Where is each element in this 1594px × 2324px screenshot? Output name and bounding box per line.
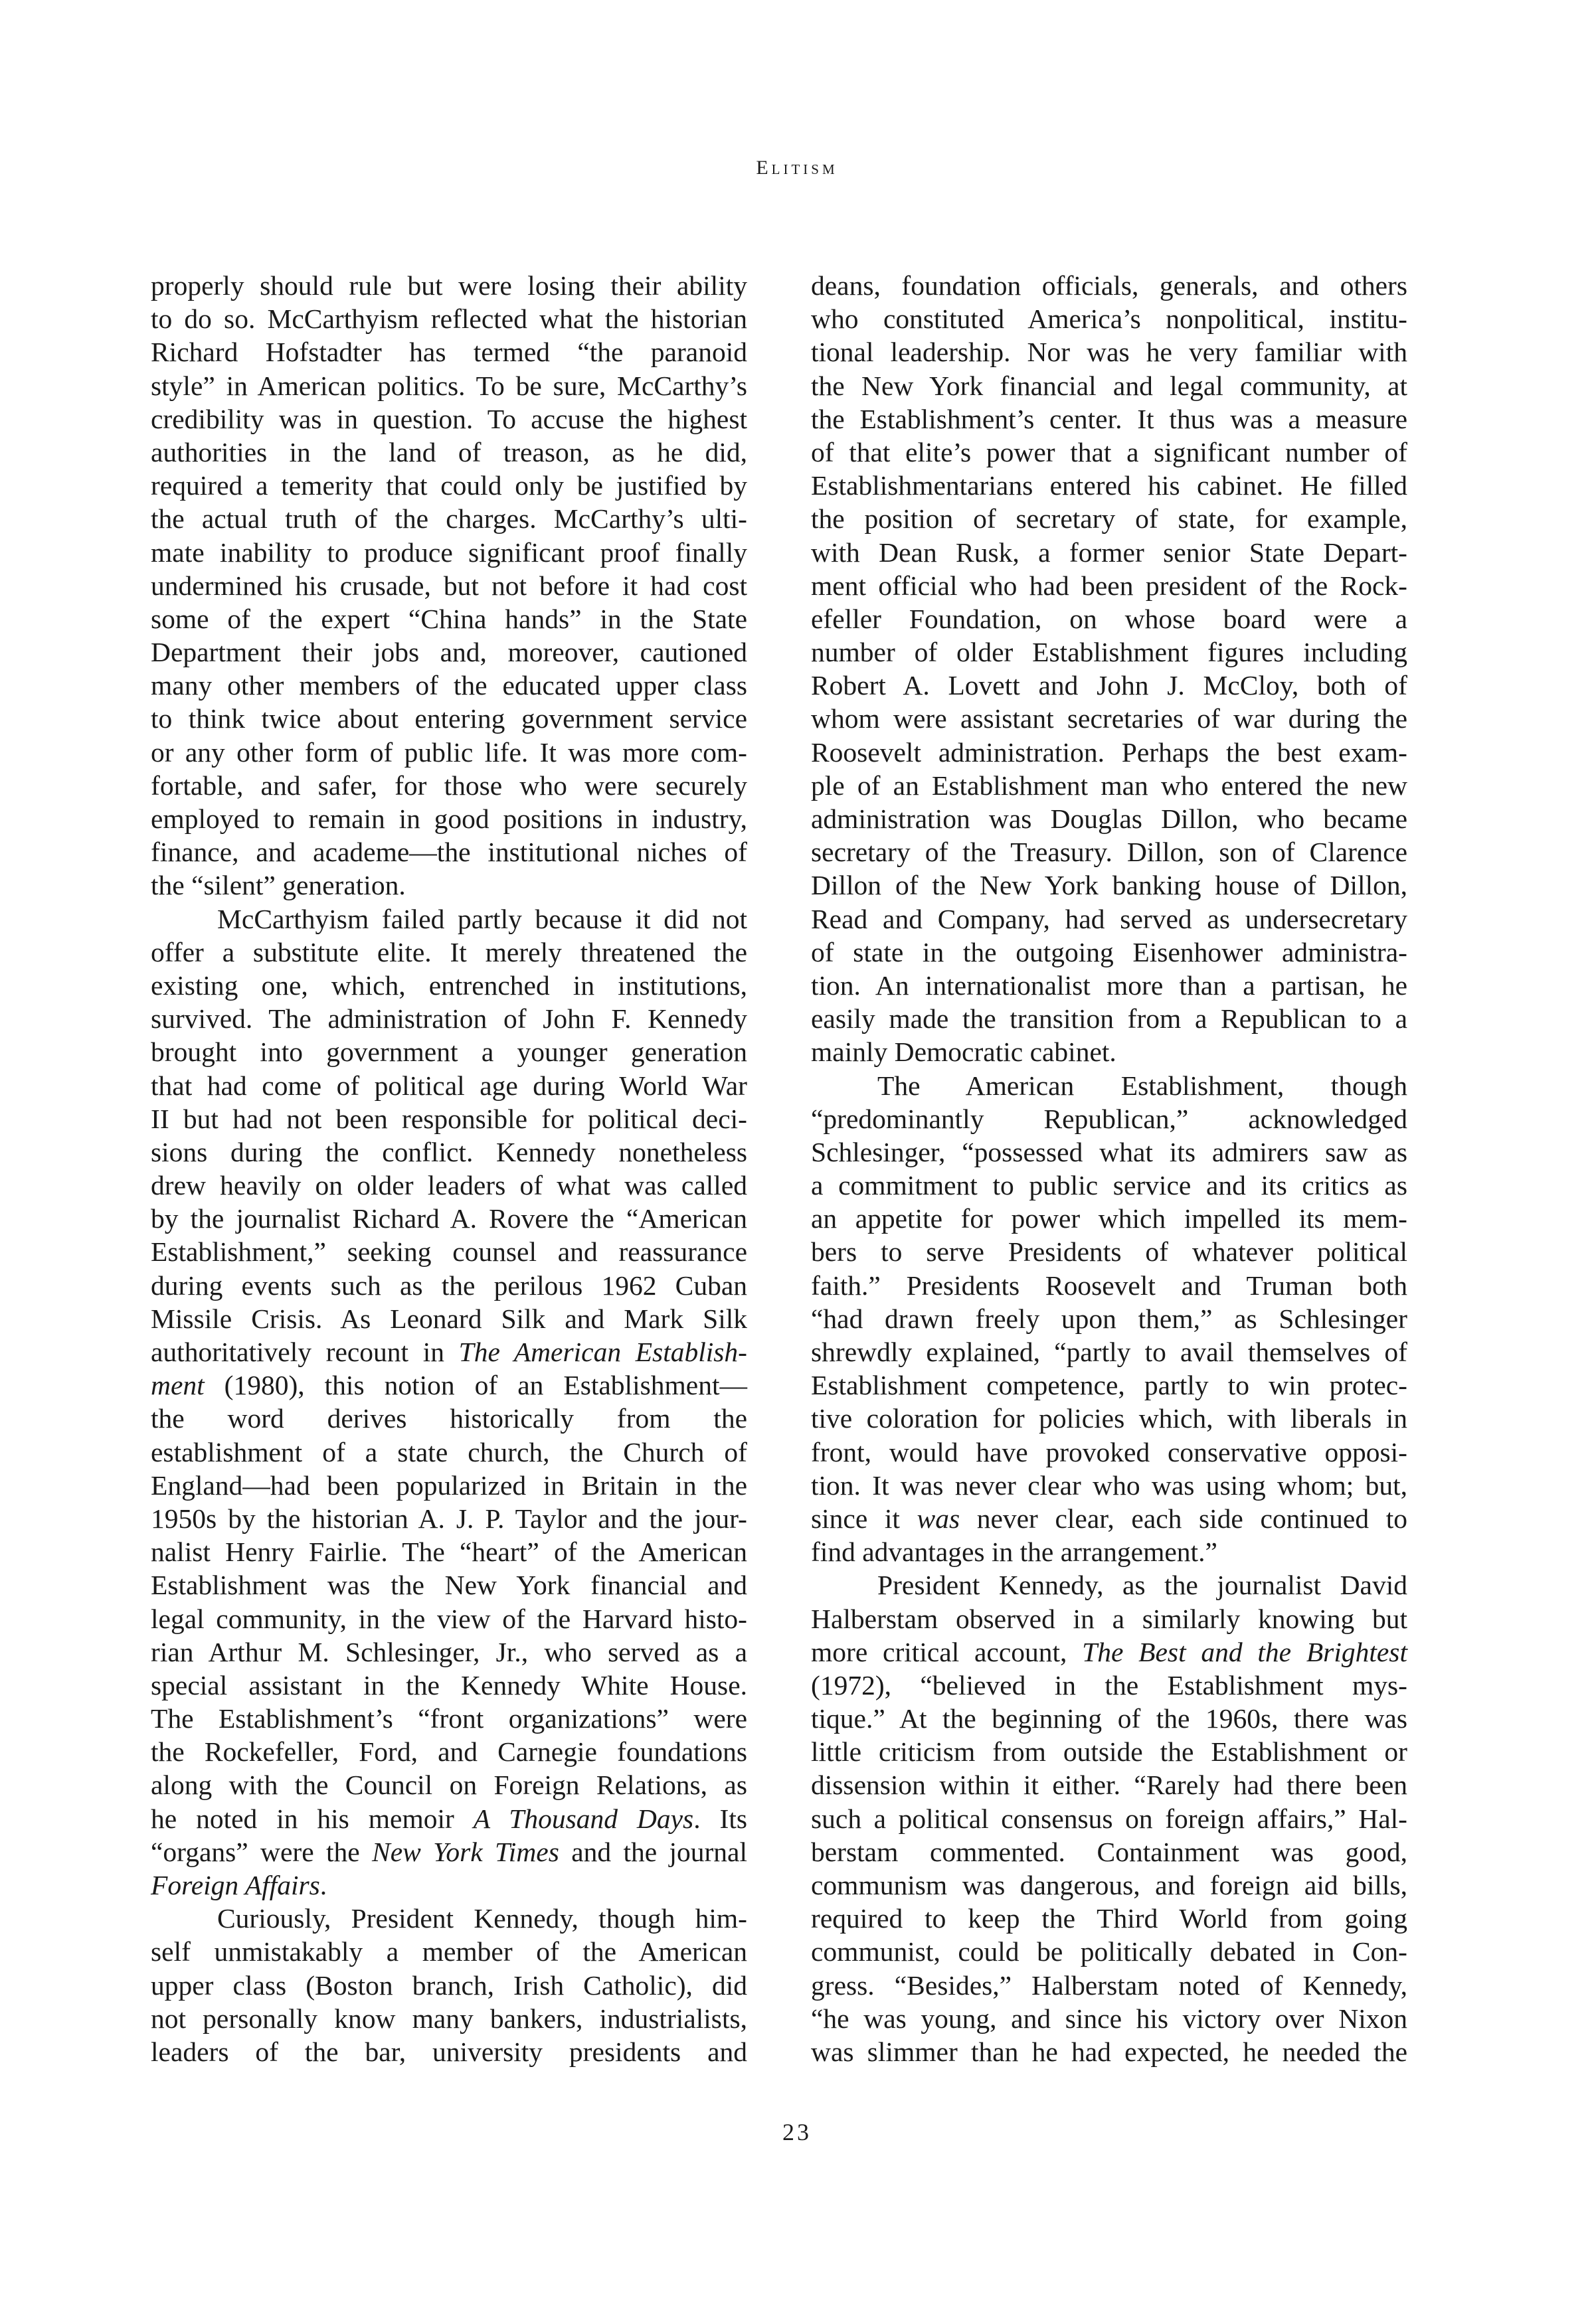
text-line: dissension within it either. “Rarely had there been	[811, 1770, 1407, 1801]
text-line: Robert A. Lovett and John J. McCloy, both of	[811, 670, 1407, 701]
text-line: secretary of the Treasury. Dillon, son of Clarence	[811, 837, 1407, 868]
text-line: Roosevelt administration. Perhaps the best exam-	[811, 736, 1407, 768]
paragraph	[811, 1069, 1407, 1569]
text-line: Foreign Affairs.	[151, 1870, 327, 1900]
text-line: special assistant in the Kennedy White House.	[151, 1669, 747, 1701]
text-line: (1972), “believed in the Establishment mys-	[811, 1669, 1407, 1701]
text-line: an appetite for power which impelled its mem-	[811, 1203, 1407, 1234]
text-line: style” in American politics. To be sure, McCarthy’s	[151, 370, 747, 401]
text-line: McCarthyism failed partly because it did not	[217, 903, 747, 934]
text-line: tional leadership. Nor was he very familiar with	[811, 337, 1407, 368]
italic-title: was	[917, 1503, 960, 1534]
text-line: Schlesinger, “possessed what its admirers saw as	[811, 1136, 1407, 1167]
text-line: Read and Company, had served as undersecretary	[811, 903, 1407, 934]
text-line: II but had not been responsible for political deci-	[151, 1103, 747, 1134]
text-line: finance, and academe—the institutional niches of	[151, 837, 747, 868]
text-line: with Dean Rusk, a former senior State Depart-	[811, 537, 1407, 568]
text-line: a commitment to public service and its critics as	[811, 1170, 1407, 1201]
text-line: communist, could be politically debated in Con-	[811, 1936, 1407, 1967]
text-line: sions during the conflict. Kennedy nonetheless	[151, 1136, 747, 1167]
text-line: offer a substitute elite. It merely threatened the	[151, 936, 747, 967]
italic-title: The Best and the Brightest	[1082, 1636, 1407, 1667]
text-column-left	[151, 269, 747, 2068]
text-line: England—had been popularized in Britain in the	[151, 1469, 747, 1501]
text-line: ple of an Establishment man who entered the new	[811, 770, 1407, 801]
text-line: the Rockefeller, Ford, and Carnegie foundations	[151, 1736, 747, 1768]
text-line: The Establishment’s “front organizations” were	[151, 1703, 747, 1734]
text-line: deans, foundation officials, generals, and others	[811, 270, 1407, 301]
text-line: berstam commented. Containment was good,	[811, 1836, 1407, 1867]
text-line: was slimmer than he had expected, he needed the	[811, 2036, 1407, 2067]
text-line: Department their jobs and, moreover, cautioned	[151, 637, 747, 668]
text-line: tion. It was never clear who was using whom; but,	[811, 1469, 1407, 1501]
text-line: tive coloration for policies which, with liberals in	[811, 1403, 1407, 1434]
text-line: ment official who had been president of the Rock-	[811, 570, 1407, 601]
text-line: establishment of a state church, the Church of	[151, 1436, 747, 1467]
page-number: 23	[782, 2119, 812, 2145]
text-line: the word derives historically from the	[151, 1403, 747, 1434]
text-line: rian Arthur M. Schlesinger, Jr., who served as a	[151, 1636, 747, 1667]
text-line: find advantages in the arrangement.”	[811, 1536, 1217, 1568]
text-line: Halberstam observed in a similarly knowing but	[811, 1603, 1407, 1634]
text-line: authoritatively recount in The American Establish-	[151, 1337, 748, 1367]
text-line: of that elite’s power that a significant number of	[811, 436, 1407, 467]
paragraph	[151, 269, 747, 902]
text-line: existing one, which, entrenched in institutions,	[151, 969, 747, 1001]
text-line: mate inability to produce significant proof finally	[151, 537, 747, 568]
text-line: drew heavily on older leaders of what was called	[151, 1170, 747, 1201]
text-line: he noted in his memoir A Thousand Days. Its	[151, 1803, 747, 1834]
text-line: to do so. McCarthyism reflected what the historian	[151, 303, 747, 335]
text-line: some of the expert “China hands” in the State	[151, 603, 747, 634]
text-line: by the journalist Richard A. Rovere the “American	[151, 1203, 747, 1234]
text-line: ment (1980), this notion of an Establishment—	[151, 1370, 747, 1401]
text-line: mainly Democratic cabinet.	[811, 1037, 1116, 1068]
italic-title: Foreign Affairs	[151, 1870, 320, 1900]
text-line: number of older Establishment figures including	[811, 637, 1407, 668]
text-line: or any other form of public life. It was more com-	[151, 736, 747, 768]
text-line: credibility was in question. To accuse the highest	[151, 403, 747, 434]
paragraph	[811, 269, 1407, 1069]
text-line: nalist Henry Fairlie. The “heart” of the American	[151, 1536, 747, 1568]
text-line: Dillon of the New York banking house of Dillon,	[811, 870, 1407, 901]
text-line: “predominantly Republican,” acknowledged	[811, 1103, 1407, 1134]
text-line: who constituted America’s nonpolitical, institu-	[811, 303, 1407, 335]
text-line: the “silent” generation.	[151, 870, 406, 901]
text-line: upper class (Boston branch, Irish Catholic), did	[151, 1969, 747, 2001]
text-line: gress. “Besides,” Halberstam noted of Kennedy,	[811, 1969, 1407, 2001]
text-line: faith.” Presidents Roosevelt and Truman both	[811, 1270, 1407, 1301]
paragraph	[811, 1568, 1407, 2068]
text-line: efeller Foundation, on whose board were a	[811, 603, 1407, 634]
text-line: since it was never clear, each side continued to	[811, 1503, 1407, 1534]
text-line: authorities in the land of treason, as he did,	[151, 436, 747, 467]
text-line: Establishment was the New York financial and	[151, 1570, 747, 1601]
text-column-right	[811, 269, 1407, 2068]
text-line: bers to serve Presidents of whatever political	[811, 1236, 1407, 1268]
italic-title: The American Establish-	[458, 1337, 748, 1367]
text-line: Richard Hofstadter has termed “the paranoid	[151, 337, 747, 368]
text-line: to think twice about entering government service	[151, 703, 747, 734]
text-line: undermined his crusade, but not before it had cost	[151, 570, 747, 601]
text-line: Missile Crisis. As Leonard Silk and Mark Silk	[151, 1303, 747, 1334]
text-line: during events such as the perilous 1962 Cuban	[151, 1270, 747, 1301]
text-line: more critical account, The Best and the Brightest	[811, 1636, 1407, 1667]
text-line: survived. The administration of John F. Kennedy	[151, 1003, 747, 1035]
text-line: Establishmentarians entered his cabinet. He filled	[811, 470, 1407, 501]
text-line: along with the Council on Foreign Relations, as	[151, 1770, 747, 1801]
paragraph	[151, 1902, 747, 2068]
text-line: whom were assistant secretaries of war during the	[811, 703, 1407, 734]
text-line: 1950s by the historian A. J. P. Taylor and the jour-	[151, 1503, 747, 1534]
text-line: the New York financial and legal community, at	[811, 370, 1407, 401]
text-line: such a political consensus on foreign affairs,” Hal-	[811, 1803, 1407, 1834]
text-line: shrewdly explained, “partly to avail themselves of	[811, 1337, 1407, 1367]
text-line: legal community, in the view of the Harvard histo-	[151, 1603, 747, 1634]
text-line: communism was dangerous, and foreign aid bills,	[811, 1870, 1407, 1900]
text-line: “he was young, and since his victory over Nixon	[811, 2003, 1407, 2034]
text-line: Curiously, President Kennedy, though him-	[217, 1903, 747, 1934]
text-line: easily made the transition from a Republican to a	[811, 1003, 1407, 1035]
text-line: “organs” were the New York Times and the journal	[151, 1836, 748, 1867]
running-head: Elitism	[756, 157, 838, 179]
text-line: not personally know many bankers, industrialists,	[151, 2003, 747, 2034]
text-line: required to keep the Third World from going	[811, 1903, 1407, 1934]
text-line: many other members of the educated upper class	[151, 670, 747, 701]
italic-title: New York Times	[372, 1836, 559, 1867]
italic-title: ment	[151, 1370, 205, 1401]
text-line: front, would have provoked conservative opposi-	[811, 1436, 1407, 1467]
text-line: the actual truth of the charges. McCarthy’s ulti-	[151, 503, 747, 535]
text-line: self unmistakably a member of the American	[151, 1936, 747, 1967]
paragraph	[151, 902, 747, 1902]
text-line: brought into government a younger generation	[151, 1037, 747, 1068]
text-line: tique.” At the beginning of the 1960s, there was	[811, 1703, 1407, 1734]
text-line: the position of secretary of state, for example,	[811, 503, 1407, 535]
italic-title: A Thousand Days	[473, 1803, 694, 1834]
text-line: required a temerity that could only be justified by	[151, 470, 747, 501]
text-line: Establishment competence, partly to win protec-	[811, 1370, 1407, 1401]
text-line: tion. An internationalist more than a partisan, he	[811, 969, 1407, 1001]
text-line: of state in the outgoing Eisenhower administra-	[811, 936, 1407, 967]
text-line: employed to remain in good positions in industry,	[151, 803, 747, 834]
text-line: little criticism from outside the Establishment or	[811, 1736, 1407, 1768]
text-line: Establishment,” seeking counsel and reassurance	[151, 1236, 747, 1268]
text-line: The American Establishment, though	[877, 1070, 1407, 1101]
text-line: leaders of the bar, university presidents and	[151, 2036, 747, 2067]
text-line: President Kennedy, as the journalist David	[877, 1570, 1407, 1601]
text-line: fortable, and safer, for those who were securely	[151, 770, 747, 801]
text-line: that had come of political age during World War	[151, 1070, 747, 1101]
text-line: properly should rule but were losing their ability	[151, 270, 747, 301]
text-line: “had drawn freely upon them,” as Schlesinger	[811, 1303, 1407, 1334]
text-line: the Establishment’s center. It thus was a measure	[811, 403, 1407, 434]
text-line: administration was Douglas Dillon, who became	[811, 803, 1407, 834]
